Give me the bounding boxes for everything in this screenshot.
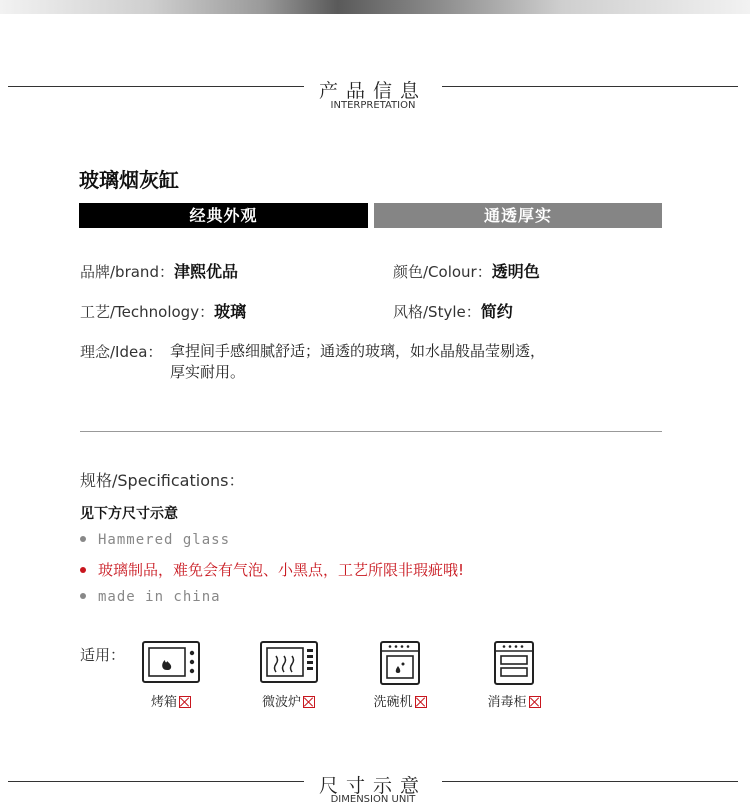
header-rule-right — [442, 86, 738, 87]
spec-brand-value: 津熙优品 — [173, 262, 238, 281]
spec-colour-value: 透明色 — [491, 262, 540, 281]
appliance-dishwasher — [365, 640, 435, 710]
appliance-microwave — [251, 640, 326, 710]
bullet-dot — [80, 536, 86, 542]
spec-technology-label: 工艺/Technology： — [80, 303, 215, 321]
spec-idea-value: 拿捏间手感细腻舒适；通透的玻璃，如水晶般晶莹剔透，厚实耐用。 — [170, 342, 546, 381]
not-applicable-icon — [179, 696, 191, 708]
spec-style-label: 风格/Style： — [393, 303, 481, 321]
applicable-label: 适用： — [80, 646, 126, 664]
bullet-text: 玻璃制品，难免会有气泡、小黑点，工艺所限非瑕疵哦! — [98, 561, 465, 579]
spec-idea-label: 理念/Idea： — [80, 343, 163, 361]
product-name: 玻璃烟灰缸 — [79, 168, 179, 192]
spec-brand-label: 品牌/brand： — [80, 263, 174, 281]
bullet-text: Hammered glass — [98, 532, 231, 548]
section-subtitle: DIMENSION UNIT — [330, 794, 416, 805]
bullet-item — [80, 559, 464, 580]
divider — [80, 431, 662, 432]
appliance-label: 洗碗机 — [373, 695, 413, 710]
spec-colour-label: 颜色/Colour： — [393, 263, 492, 281]
section-subtitle: INTERPRETATION — [330, 100, 416, 111]
spec-technology-value: 玻璃 — [214, 302, 247, 321]
bullet-text: made in china — [98, 589, 221, 605]
section-title: 尺寸示意 — [318, 775, 427, 797]
appliance-sterilizer — [479, 640, 549, 710]
spec-brand — [80, 259, 238, 282]
header-rule-left — [8, 86, 304, 87]
oven-icon — [141, 640, 201, 686]
dishwasher-icon — [378, 640, 422, 686]
header-rule-left — [8, 781, 304, 782]
spec-style-value: 简约 — [480, 302, 513, 321]
product-photo-strip — [0, 0, 750, 14]
header-rule-right — [442, 781, 738, 782]
spec-style — [393, 299, 513, 322]
bullet-dot — [80, 567, 86, 573]
bullet-item — [80, 589, 221, 605]
see-below-note: 见下方尺寸示意 — [80, 506, 178, 522]
specifications-title: 规格/Specifications： — [80, 471, 245, 490]
not-applicable-icon — [415, 696, 427, 708]
sterilizer-icon — [492, 640, 536, 686]
appliance-label: 烤箱 — [150, 695, 177, 710]
bullet-item — [80, 532, 230, 548]
spec-colour — [393, 259, 540, 282]
not-applicable-icon — [303, 696, 315, 708]
spec-technology — [80, 299, 246, 322]
banner-classic-look: 经典外观 — [79, 203, 368, 228]
appliance-oven — [136, 640, 206, 710]
not-applicable-icon — [529, 696, 541, 708]
appliance-label: 微波炉 — [261, 695, 301, 710]
microwave-icon — [259, 640, 319, 686]
banner-transparent-thick: 通透厚实 — [374, 203, 662, 228]
section-title: 产品信息 — [318, 80, 427, 102]
bullet-dot — [80, 593, 86, 599]
appliance-label: 消毒柜 — [487, 695, 527, 710]
